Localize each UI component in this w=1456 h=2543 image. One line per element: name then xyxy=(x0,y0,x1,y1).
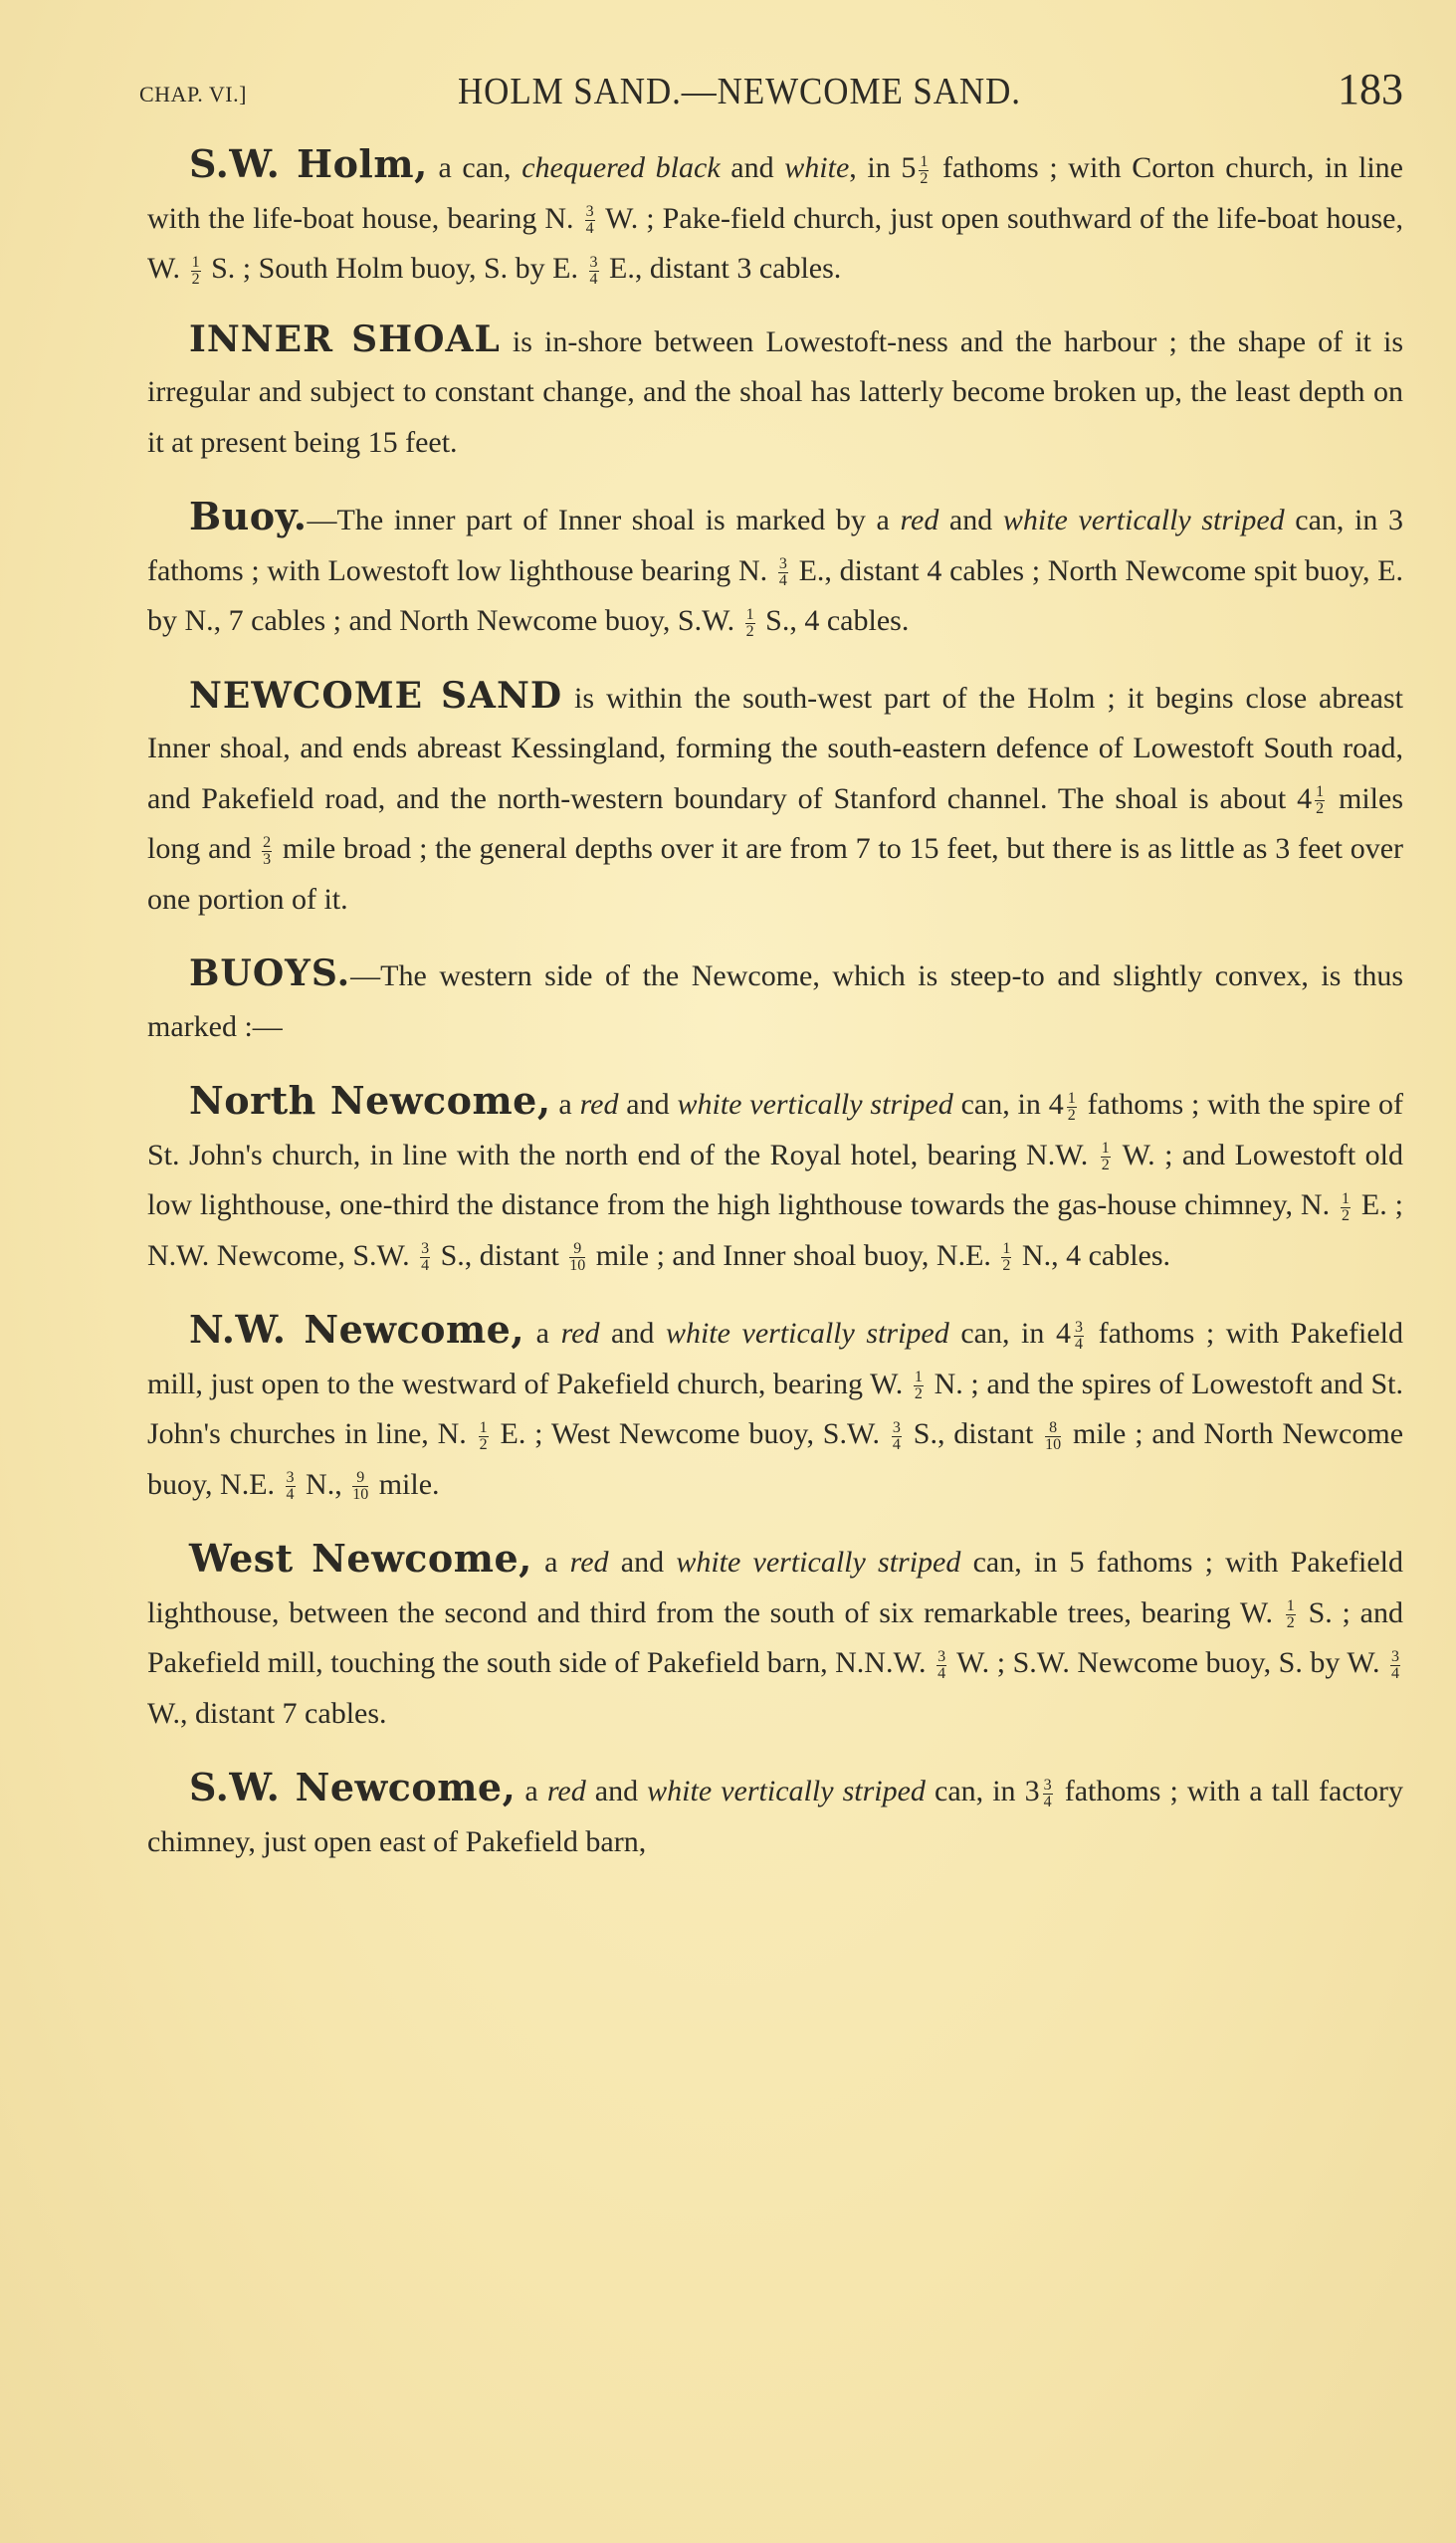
fraction: $\frac{3}{4}$ xyxy=(1075,1318,1083,1353)
text: miles long and xyxy=(147,781,1404,865)
text: E., distant 4 cables ; North Newcome spit buoy, E. by N., 7 cables ; and North Newcome buoy, S.W. xyxy=(147,553,1404,637)
italic-text: white vertically striped xyxy=(676,1546,961,1579)
italic-text: white vertically striped xyxy=(677,1088,953,1121)
heading-sw-newcome: S.W. Newcome, xyxy=(189,1765,517,1809)
heading-inner-shoal: INNER SHOAL xyxy=(189,318,501,360)
text: a can, xyxy=(438,151,522,184)
text: fathoms ; with Pakefield mill, just open to the westward of Pakefield church, bearing W. xyxy=(147,1317,1403,1400)
italic-text: white vertically striped xyxy=(647,1775,926,1807)
heading-buoy: Buoy. xyxy=(189,494,308,538)
fraction: $\frac{1}{2}$ xyxy=(479,1418,488,1453)
text: mile ; and Inner shoal buoy, N.E. xyxy=(588,1238,999,1272)
fraction: $\frac{3}{4}$ xyxy=(589,253,598,288)
text: can, in 3 xyxy=(925,1775,1040,1807)
text: , in 5 xyxy=(849,151,917,184)
text: can, in 4 xyxy=(952,1088,1064,1121)
text: a xyxy=(558,1088,580,1121)
fraction: $\frac{1}{2}$ xyxy=(1101,1140,1110,1174)
fraction: $\frac{3}{4}$ xyxy=(778,555,787,590)
heading-buoys: BUOYS. xyxy=(189,953,351,994)
paragraph-west-newcome xyxy=(147,1534,1403,1739)
text: —The western side of the Newcome, which is steep-to and slightly convex, is thus marked :— xyxy=(147,959,1403,1043)
italic-text: chequered black xyxy=(521,151,721,184)
italic-text: white vertically striped xyxy=(1002,504,1285,536)
text: can, in 4 xyxy=(948,1317,1071,1350)
fraction: $\frac{2}{3}$ xyxy=(263,833,272,868)
paragraph-north-newcome xyxy=(147,1076,1403,1281)
text: S. ; and Pakefield mill, touching the south side of Pakefield barn, N.N.W. xyxy=(147,1595,1403,1679)
text: N., xyxy=(298,1467,350,1501)
running-head xyxy=(139,64,1403,123)
text: can, in 5 fathoms ; with Pakefield lighthouse, between the second and third from the south of six remarkable trees, bearing W. xyxy=(147,1546,1404,1629)
heading-newcome-sand: NEWCOME SAND xyxy=(189,674,563,717)
paragraph-sw-newcome xyxy=(147,1763,1403,1867)
paragraph-newcome-sand xyxy=(147,671,1403,926)
page-number: 183 xyxy=(1338,65,1403,113)
fraction: $\frac{9}{10}$ xyxy=(569,1240,586,1275)
italic-text: white xyxy=(784,151,850,184)
text: and xyxy=(938,504,1003,536)
chapter-label: CHAP. VI.] xyxy=(139,82,247,106)
fraction: $\frac{3}{4}$ xyxy=(585,203,594,238)
text: W. ; Pake-field church, just open southward of the life-boat house, W. xyxy=(147,201,1403,285)
text: W. ; and Lowestoft old low lighthouse, one-third the distance from the high lighthouse towards the gas-house chimney, N. xyxy=(147,1138,1403,1221)
text: and xyxy=(608,1546,677,1579)
text: can, in 3 fathoms ; with Lowestoft low lighthouse bearing N. xyxy=(147,504,1403,587)
italic-text: red xyxy=(900,504,939,536)
fraction: $\frac{1}{2}$ xyxy=(920,152,929,187)
text: W., distant 7 cables. xyxy=(147,1696,387,1730)
fraction: $\frac{3}{4}$ xyxy=(892,1418,901,1453)
text: is within the south-west part of the Holm ; it begins close abreast Inner shoal, and ends abreast Kessingland, forming the south-eastern defence of Lowestoft South road, and Pakefield road, and the north-western boundary of Stanford channel. The shoal is about 4 xyxy=(147,681,1404,815)
page-body xyxy=(147,139,1403,1891)
text: and xyxy=(585,1775,648,1807)
text: mile. xyxy=(371,1467,440,1501)
fraction: $\frac{9}{10}$ xyxy=(352,1469,369,1504)
heading-west-newcome: West Newcome, xyxy=(189,1536,532,1581)
page-title: HOLM SAND.—NEWCOME SAND. xyxy=(458,71,1021,112)
fraction: $\frac{3}{4}$ xyxy=(286,1469,295,1504)
fraction: $\frac{1}{2}$ xyxy=(191,253,200,288)
italic-text: red xyxy=(546,1775,586,1807)
italic-text: red xyxy=(579,1088,619,1121)
heading-north-newcome: North Newcome, xyxy=(189,1078,551,1123)
fraction: $\frac{1}{2}$ xyxy=(745,605,754,640)
text: a xyxy=(524,1775,547,1807)
fraction: $\frac{3}{4}$ xyxy=(1043,1776,1052,1810)
text: mile ; and North Newcome buoy, N.E. xyxy=(147,1417,1404,1501)
text: fathoms ; with the spire of St. John's church, in line with the north end of the Royal hotel, bearing N.W. xyxy=(147,1088,1404,1171)
fraction: $\frac{1}{2}$ xyxy=(1316,783,1325,818)
paragraph-sw-holm xyxy=(147,139,1403,295)
fraction: $\frac{1}{2}$ xyxy=(1286,1597,1295,1632)
paragraph-inner-shoal xyxy=(147,315,1403,469)
text: fathoms ; with a tall factory chimney, just open east of Pakefield barn, xyxy=(147,1775,1403,1858)
text: S., distant xyxy=(433,1238,567,1272)
text: E., distant 3 cables. xyxy=(601,252,842,285)
text: and xyxy=(618,1088,678,1121)
text: mile broad ; the general depths over it are from 7 to 15 feet, but there is as little as 3 feet over one portion of it. xyxy=(147,832,1403,916)
fraction: $\frac{3}{4}$ xyxy=(937,1647,946,1682)
heading-nw-newcome: N.W. Newcome, xyxy=(189,1307,525,1352)
fraction: $\frac{1}{2}$ xyxy=(1067,1089,1076,1124)
italic-text: red xyxy=(569,1546,609,1579)
text: a xyxy=(535,1317,561,1350)
text: and xyxy=(599,1317,666,1350)
paragraph-buoy xyxy=(147,492,1403,647)
fraction: $\frac{1}{2}$ xyxy=(1002,1240,1011,1275)
text: W. ; S.W. Newcome buoy, S. by W. xyxy=(949,1646,1387,1679)
fraction: $\frac{3}{4}$ xyxy=(421,1240,430,1275)
paragraph-buoys xyxy=(147,949,1403,1052)
heading-sw-holm: S.W. Holm, xyxy=(189,141,428,186)
fraction: $\frac{1}{2}$ xyxy=(914,1369,923,1403)
fraction: $\frac{3}{4}$ xyxy=(1391,1647,1399,1682)
paragraph-nw-newcome xyxy=(147,1305,1403,1510)
text: and xyxy=(720,151,785,184)
fraction: $\frac{1}{2}$ xyxy=(1342,1189,1351,1224)
text: —The inner part of Inner shoal is marked by a xyxy=(307,504,901,536)
text: E. ; N.W. Newcome, S.W. xyxy=(147,1188,1403,1272)
text: is in-shore between Lowestoft-ness and the harbour ; the shape of it is irregular and subject to constant change, and the shoal has latterly become broken up, the least depth on it at present being 15 feet. xyxy=(147,324,1404,459)
text: N., 4 cables. xyxy=(1014,1238,1171,1272)
text: S., distant xyxy=(904,1417,1043,1450)
italic-text: white vertically striped xyxy=(665,1317,949,1350)
text: S. ; South Holm buoy, S. by E. xyxy=(203,252,586,285)
text: fathoms ; with Corton church, in line with the life-boat house, bearing N. xyxy=(147,151,1403,235)
fraction: $\frac{8}{10}$ xyxy=(1045,1418,1062,1453)
text: a xyxy=(544,1546,570,1579)
text: N. ; and the spires of Lowestoft and St. John's churches in line, N. xyxy=(147,1367,1403,1450)
italic-text: red xyxy=(560,1317,600,1350)
text: S., 4 cables. xyxy=(757,604,910,637)
text: E. ; West Newcome buoy, S.W. xyxy=(491,1417,889,1450)
